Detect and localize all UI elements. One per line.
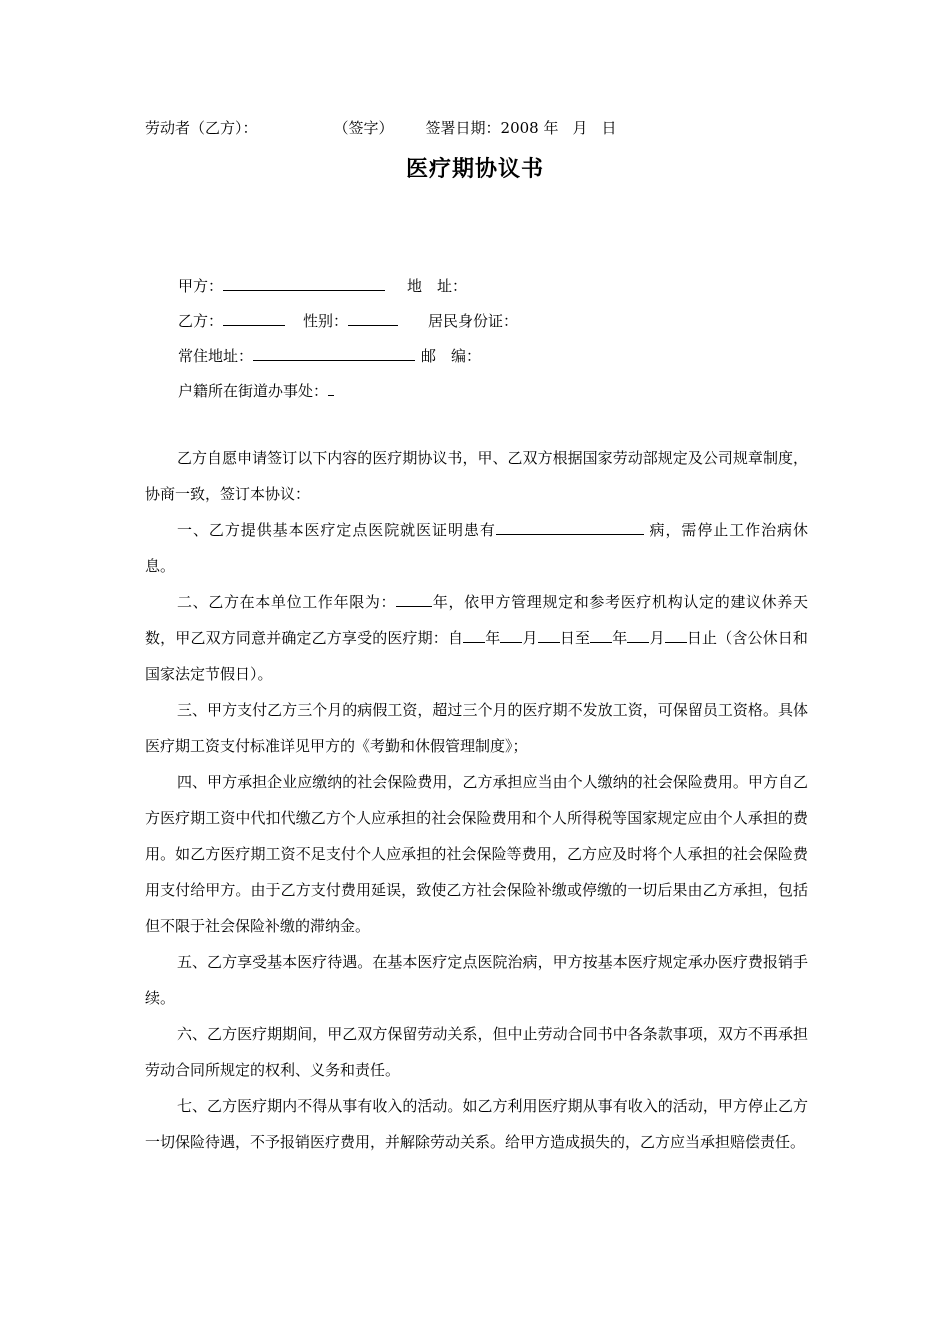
- clause-2-text-b: 年，依甲方管理规定和参考医疗机构认定的建议休养天数，甲乙双方同意并确定乙方享受的医疗期：自: [145, 593, 808, 647]
- start-month-label: 月: [522, 629, 538, 647]
- end-year-blank: [590, 626, 612, 643]
- clause-3: 三、甲方支付乙方三个月的病假工资，超过三个月的医疗期不发放工资，可保留员工资格。具体医疗期工资支付标准详见甲方的《考勤和休假管理制度》；: [145, 701, 808, 755]
- gender-blank: [348, 309, 398, 326]
- street-office-row: [178, 379, 334, 401]
- residence-label: 常住地址：: [178, 347, 254, 365]
- end-month-label: 月: [649, 629, 665, 647]
- document-title: 医疗期协议书: [405, 156, 544, 182]
- disease-blank: [496, 518, 644, 535]
- street-office-blank: [328, 379, 334, 396]
- signature-line: [145, 118, 617, 138]
- gender-label: 性别：: [303, 312, 349, 330]
- start-day-blank: [538, 626, 560, 643]
- clause-1-text-b: 病，需停止工作治病休息。: [145, 521, 808, 575]
- end-month-blank: [627, 626, 649, 643]
- month-label: 月: [572, 119, 588, 137]
- start-year-label: 年: [485, 629, 501, 647]
- end-year-label: 年: [612, 629, 628, 647]
- party-b-blank: [223, 309, 285, 326]
- postcode-label: 邮 编：: [421, 347, 482, 365]
- address-label: 地 址：: [407, 277, 468, 295]
- start-day-label: 日至: [559, 629, 591, 647]
- day-label: 日: [601, 119, 617, 137]
- clause-7: 七、乙方医疗期内不得从事有收入的活动。如乙方利用医疗期从事有收入的活动，甲方停止乙方一切保险待遇，不予报销医疗费用，并解除劳动关系。给甲方造成损失的，乙方应当承担赔偿责任。: [145, 1097, 808, 1151]
- intro-paragraph: 乙方自愿申请签订以下内容的医疗期协议书，甲、乙双方根据国家劳动部规定及公司规章制度，协商一致，签订本协议：: [145, 449, 808, 503]
- party-a-row: [178, 274, 467, 296]
- worker-label: 劳动者（乙方）：: [145, 119, 258, 137]
- work-years-blank: [396, 590, 432, 607]
- party-b-label: 乙方：: [178, 312, 224, 330]
- clause-1: [145, 512, 808, 584]
- date-label: 签署日期：2008 年: [425, 119, 559, 137]
- residence-row: [178, 344, 481, 366]
- residence-blank: [253, 344, 415, 361]
- clause-2: [145, 584, 808, 692]
- end-day-blank: [665, 626, 687, 643]
- clause-6: 六、乙方医疗期期间，甲乙双方保留劳动关系，但中止劳动合同书中各条款事项，双方不再承担劳动合同所规定的权利、义务和责任。: [145, 1025, 808, 1079]
- party-a-label: 甲方：: [178, 277, 224, 295]
- clause-2-text-a: 二、乙方在本单位工作年限为：: [177, 593, 397, 611]
- sign-label: （签字）: [333, 119, 394, 137]
- start-year-blank: [463, 626, 485, 643]
- start-month-blank: [500, 626, 522, 643]
- clause-1-text-a: 一、乙方提供基本医疗定点医院就医证明患有: [177, 521, 496, 539]
- street-office-label: 户籍所在街道办事处：: [178, 382, 329, 400]
- party-b-row: [178, 309, 518, 331]
- clause-4: 四、甲方承担企业应缴纳的社会保险费用，乙方承担应当由个人缴纳的社会保险费用。甲方自乙方医疗期工资中代扣代缴乙方个人应承担的社会保险费用和个人所得税等国家规定应由个人承担的费用。如乙方医疗期工资不足支付个人应承担的社会保险等费用，乙方应及时将个人承担的社会保险费用支付给甲方。由于乙方支付费用延误，致使乙方社会保险补缴或停缴的一切后果由乙方承担，包括但不限于社会保险补缴的滞纳金。: [145, 773, 808, 935]
- clause-5: 五、乙方享受基本医疗待遇。在基本医疗定点医院治病，甲方按基本医疗规定承办医疗费报销手续。: [145, 953, 808, 1007]
- clause-2-text-end: 日止（含公休日和国家法定节假日）。: [145, 629, 808, 683]
- id-label: 居民身份证：: [428, 312, 519, 330]
- party-a-blank: [223, 274, 385, 291]
